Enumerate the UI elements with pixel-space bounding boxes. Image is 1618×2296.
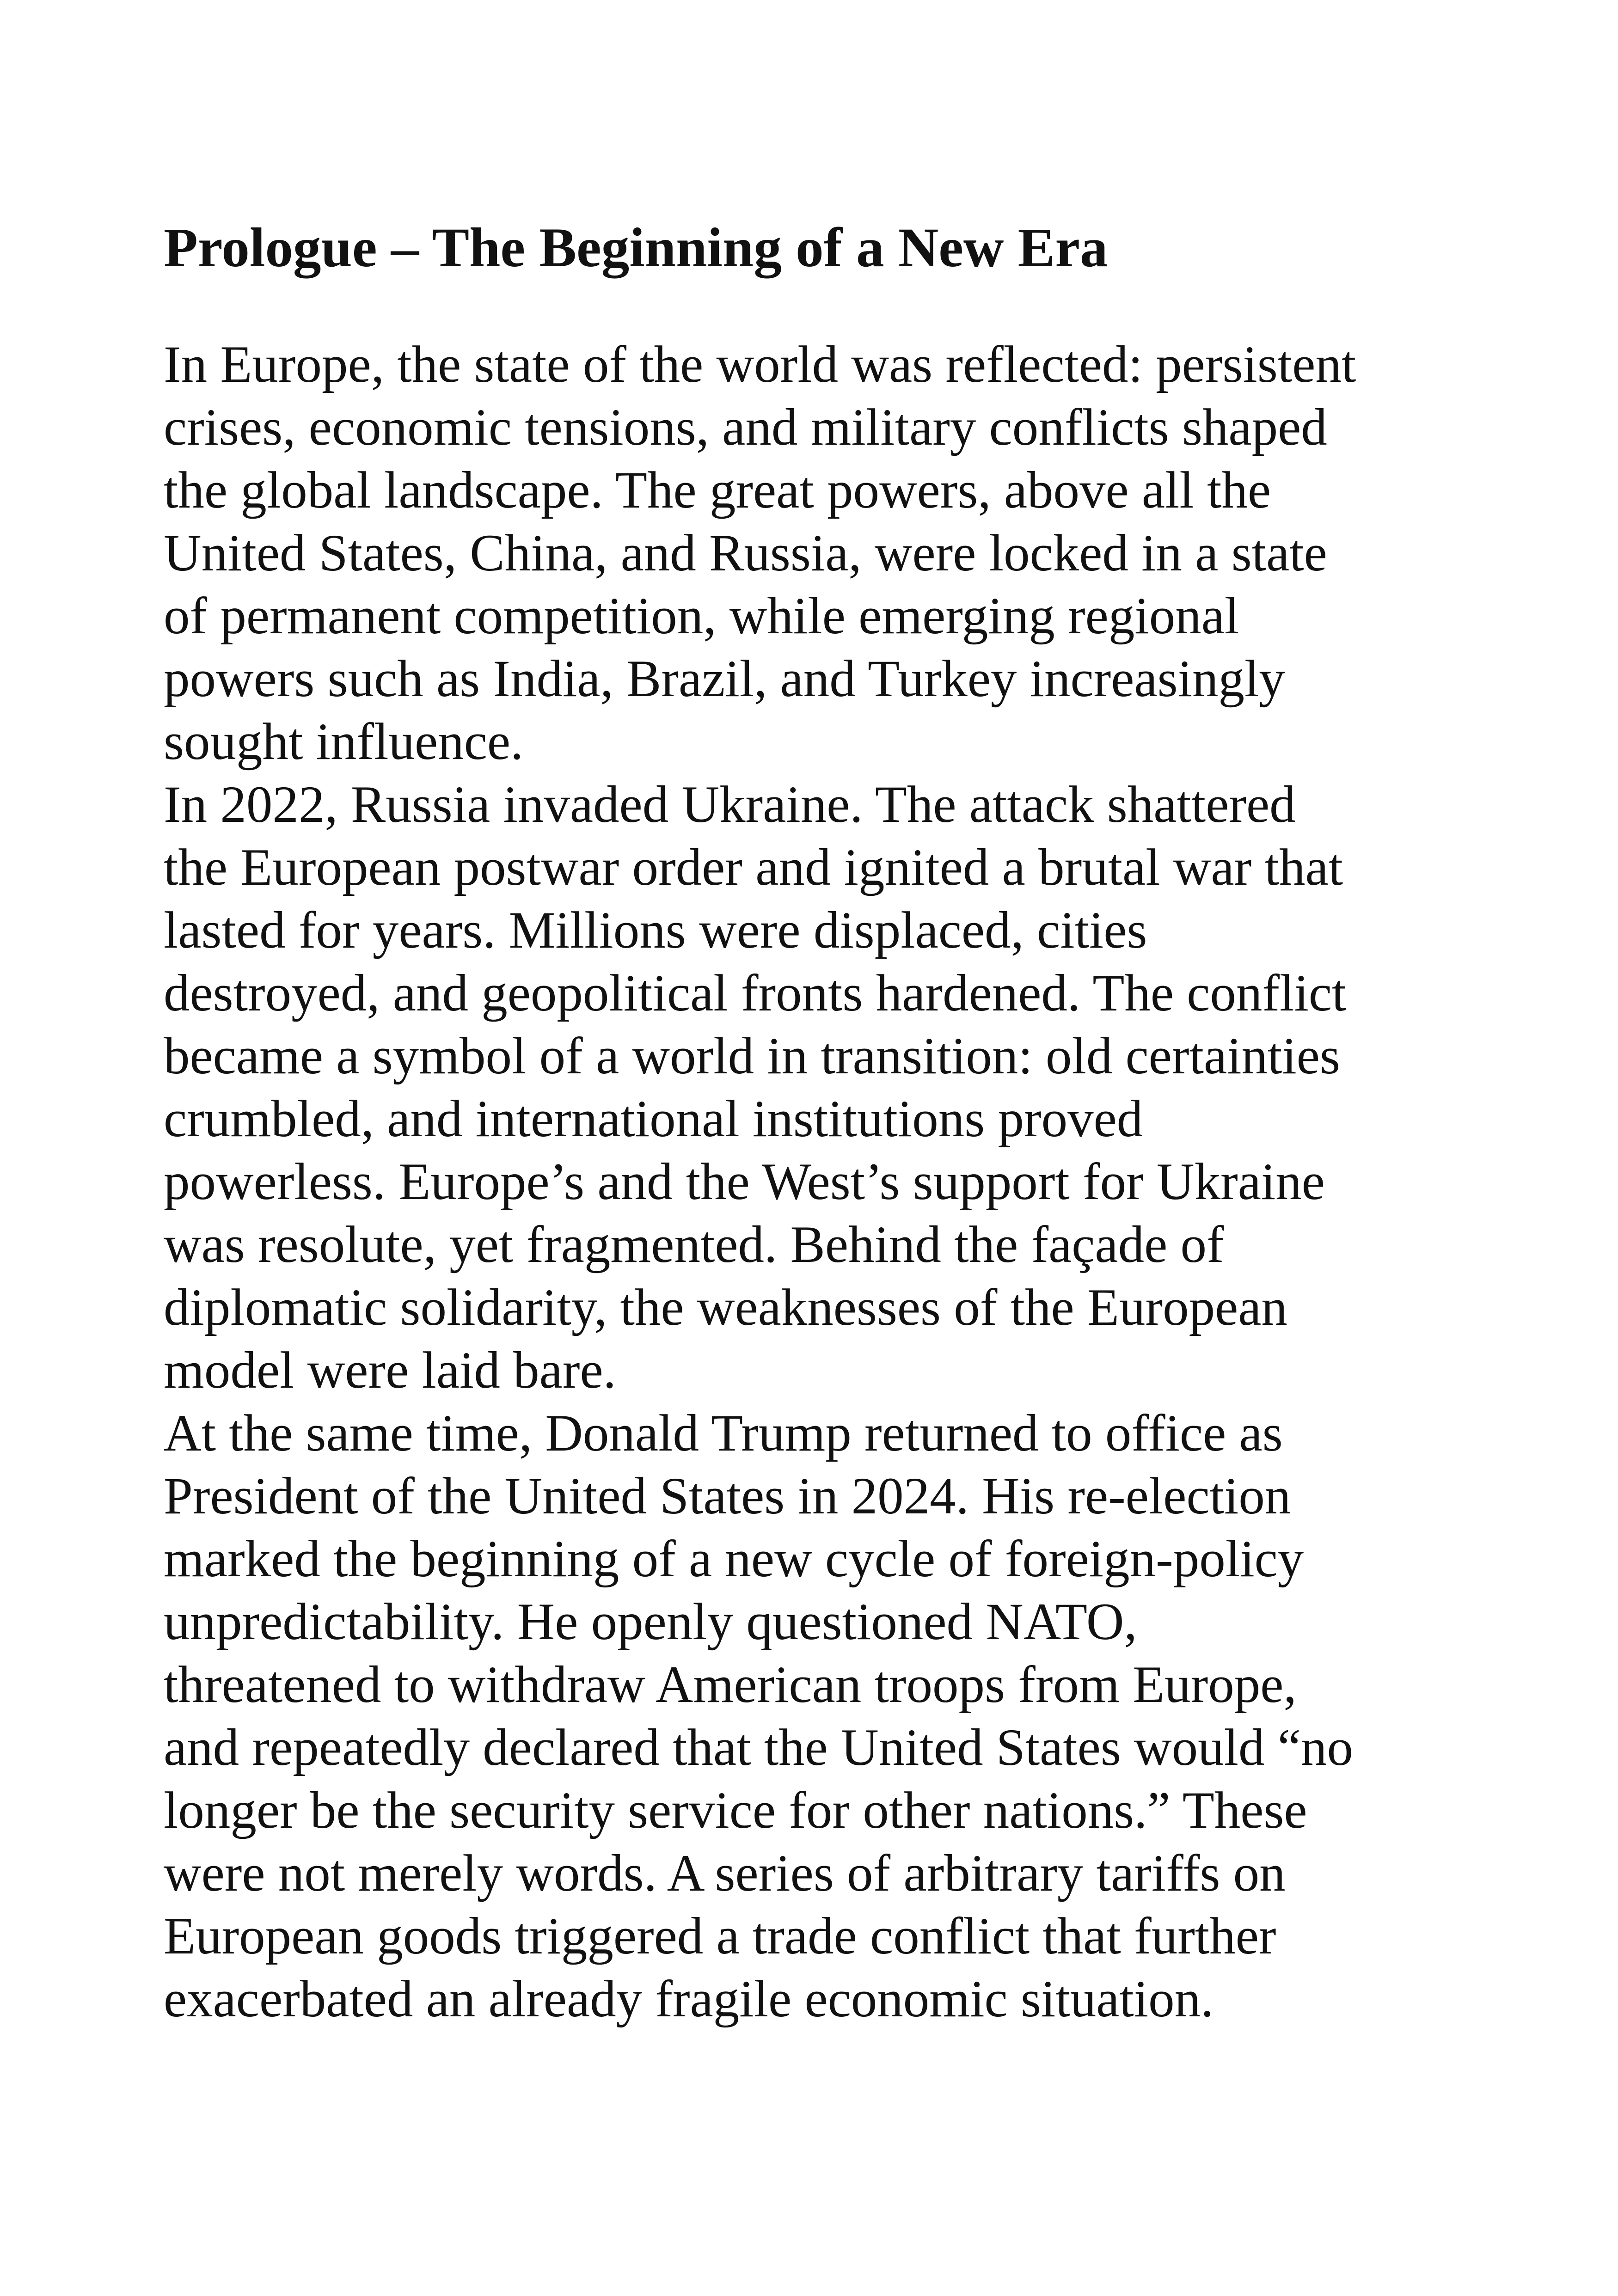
page-title: Prologue – The Beginning of a New Era xyxy=(164,217,1108,279)
paragraph-3: At the same time, Donald Trump returned to office as President of the United States in 2024. His re-election marked the beginning of a new cycle of foreign-policy unpredictability. He openly questioned NATO, threatened to withdraw American troops from Europe, and repeatedly declared that the United States would “no longer be the security service for other nations.” These were not merely words. A series of arbitrary tariffs on European goods triggered a trade conflict that further exacerbated an already fragile economic situation. xyxy=(164,1404,1353,2028)
paragraph-2: In 2022, Russia invaded Ukraine. The attack shattered the European postwar order and ignited a brutal war that lasted for years. Millions were displaced, cities destroyed, and geopolitical fronts hardened. The conflict became a symbol of a world in transition: old certainties crumbled, and international institutions proved powerless. Europe’s and the West’s support for Ukraine was resolute, yet fragmented. Behind the façade of diplomatic solidarity, the weaknesses of the European model were laid bare. xyxy=(164,776,1347,1400)
document-content xyxy=(164,217,1449,2031)
paragraph-1: In Europe, the state of the world was reflected: persistent crises, economic tensions, and military conflicts shaped the global landscape. The great powers, above all the United States, China, and Russia, were locked in a state of permanent competition, while emerging regional powers such as India, Brazil, and Turkey increasingly sought influence. xyxy=(164,336,1356,771)
